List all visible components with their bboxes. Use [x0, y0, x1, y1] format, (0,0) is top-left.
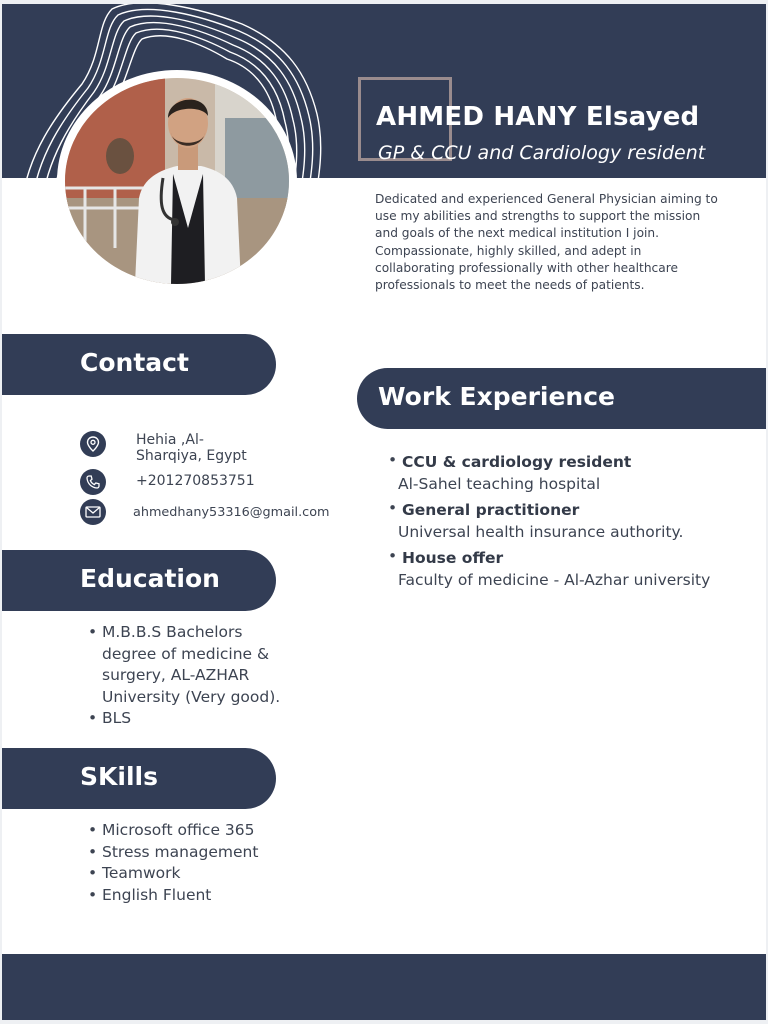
mail-icon — [80, 499, 106, 525]
job-title: • General practitioner — [402, 501, 580, 519]
work-heading: Work Experience — [378, 382, 615, 411]
list-item: • Stress management — [88, 842, 288, 864]
job-place: Al-Sahel teaching hospital — [398, 475, 601, 493]
list-item: • M.B.B.S Bachelors degree of medicine & surgery, AL-AZHAR University (Very good). — [88, 622, 288, 708]
phone-number[interactable]: +201270853751 — [136, 473, 255, 489]
list-item: • Teamwork — [88, 863, 288, 885]
profile-photo — [65, 78, 289, 284]
profile-summary: Dedicated and experienced General Physician aiming to use my abilities and strengths to support the mission and goals of the next medical institution I join. Compassionate, highly skilled, and adept in collaborating professionally with other healthcare professionals to meet the needs of patients. — [375, 192, 718, 293]
education-list — [88, 622, 288, 730]
job-place: Universal health insurance authority. — [398, 523, 684, 541]
resume-page — [2, 4, 766, 1020]
skills-heading-bar — [2, 748, 276, 809]
location-pin-icon — [80, 431, 106, 457]
address-line-2: Sharqiya, Egypt — [136, 448, 247, 464]
job-place: Faculty of medicine - Al-Azhar university — [398, 571, 711, 589]
job-item — [388, 547, 758, 591]
education-heading-bar — [2, 550, 276, 611]
job-title: • House offer — [402, 549, 504, 567]
work-list — [388, 451, 758, 595]
list-item: • English Fluent — [88, 885, 288, 907]
job-title: • CCU & cardiology resident — [402, 453, 632, 471]
education-heading: Education — [80, 564, 220, 593]
skills-list — [88, 820, 288, 906]
job-item — [388, 499, 758, 543]
skills-heading: SKills — [80, 762, 158, 791]
profile-photo-frame — [57, 70, 297, 292]
footer-band — [2, 954, 766, 1020]
contact-heading-bar — [2, 334, 276, 395]
email-address[interactable]: ahmedhany53316@gmail.com — [133, 505, 330, 520]
candidate-name: AHMED HANY Elsayed — [376, 102, 700, 132]
list-item: • BLS — [88, 708, 288, 730]
contact-heading: Contact — [80, 348, 189, 377]
job-item — [388, 451, 758, 495]
candidate-title: GP & CCU and Cardiology resident — [378, 142, 706, 164]
address-line-1: Hehia ,Al- — [136, 432, 204, 448]
work-heading-bar — [357, 368, 766, 429]
list-item: • Microsoft office 365 — [88, 820, 288, 842]
phone-icon — [80, 469, 106, 495]
